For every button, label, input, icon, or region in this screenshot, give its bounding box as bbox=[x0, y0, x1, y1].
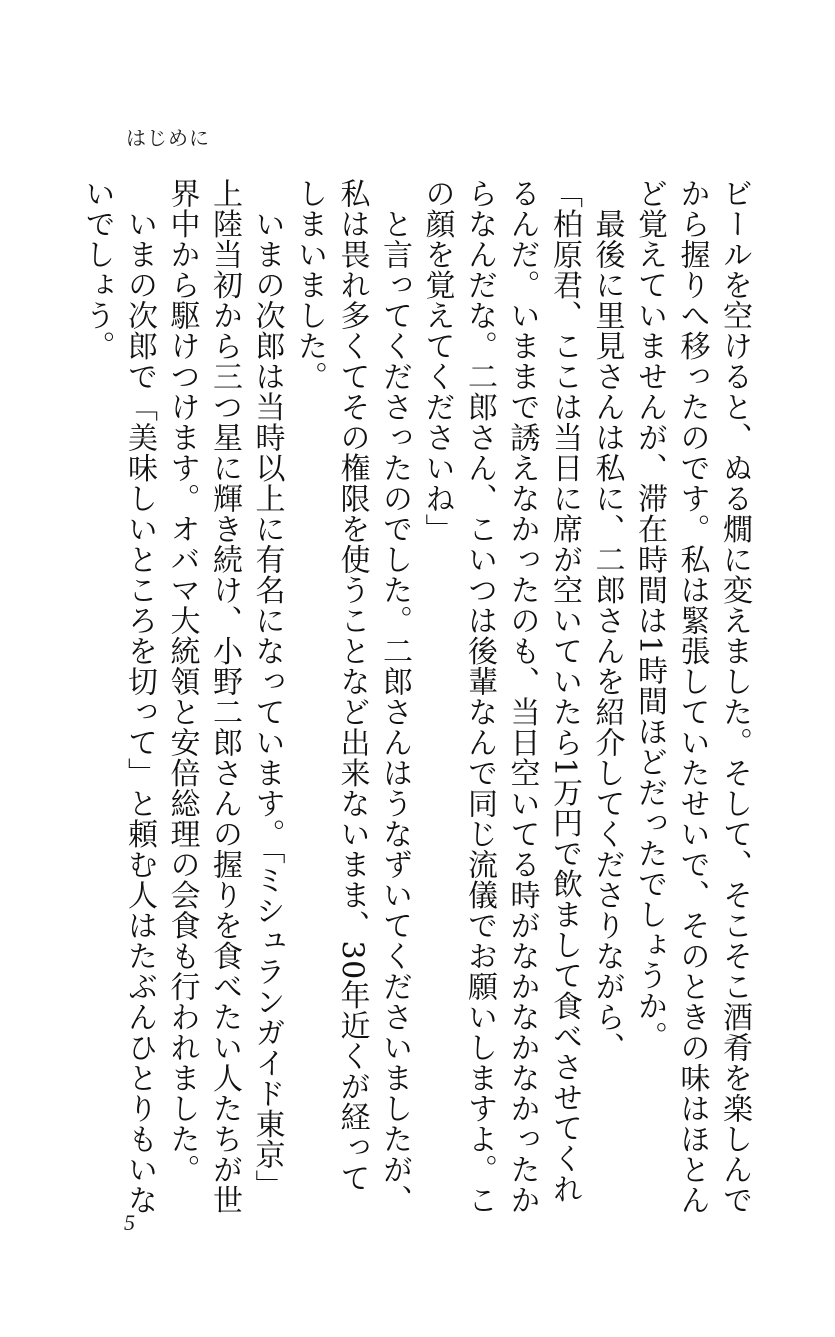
paragraph: 「柏原君、ここは当日に席が空いていたら1万円で飲まして食べさせてくれるんだ。いままで誘えなかったのも、当日空いてる時がなかなかなかったからなんだな。二郎さん、こいつは後輩なんで同じ流儀でお願いしますよ。この顔を覚えてくださいね」 bbox=[419, 178, 582, 1215]
paragraph: 最後に里見さんは私に、二郎さんを紹介してくださりながら、 bbox=[589, 178, 625, 1063]
running-head: はじめに bbox=[126, 126, 210, 150]
paragraph: と言ってくださったのでした。二郎さんはうなずいてくださいましたが、私は畏れ多くてその権限を使うことなど出来ないまま、30年近くが経ってしまいました。 bbox=[292, 178, 412, 1215]
body-text bbox=[79, 178, 755, 1218]
paragraph: いまの次郎は当時以上に有名になっています。「ミシュランガイド東京」上陸当初から三つ星に輝き続け、小野二郎さんの握りを食べたい人たちが世界中から駆けつけます。オバマ大統領と安倍総理の会食も行われました。 bbox=[164, 178, 285, 1215]
page-number: 5 bbox=[124, 1210, 135, 1235]
paragraph: いまの次郎で「美味しいところを切って」と頼む人はたぶんひとりもいないでしょう。 bbox=[79, 178, 157, 1215]
paragraph: ビールを空けると、ぬる燗に変えました。そして、そこそこ酒肴を楽しんでから握りへ移ったのです。私は緊張していたせいで、そのときの味はほとんど覚えていませんが、滞在時間は1時間ほどだったでしょうか。 bbox=[632, 178, 752, 1215]
